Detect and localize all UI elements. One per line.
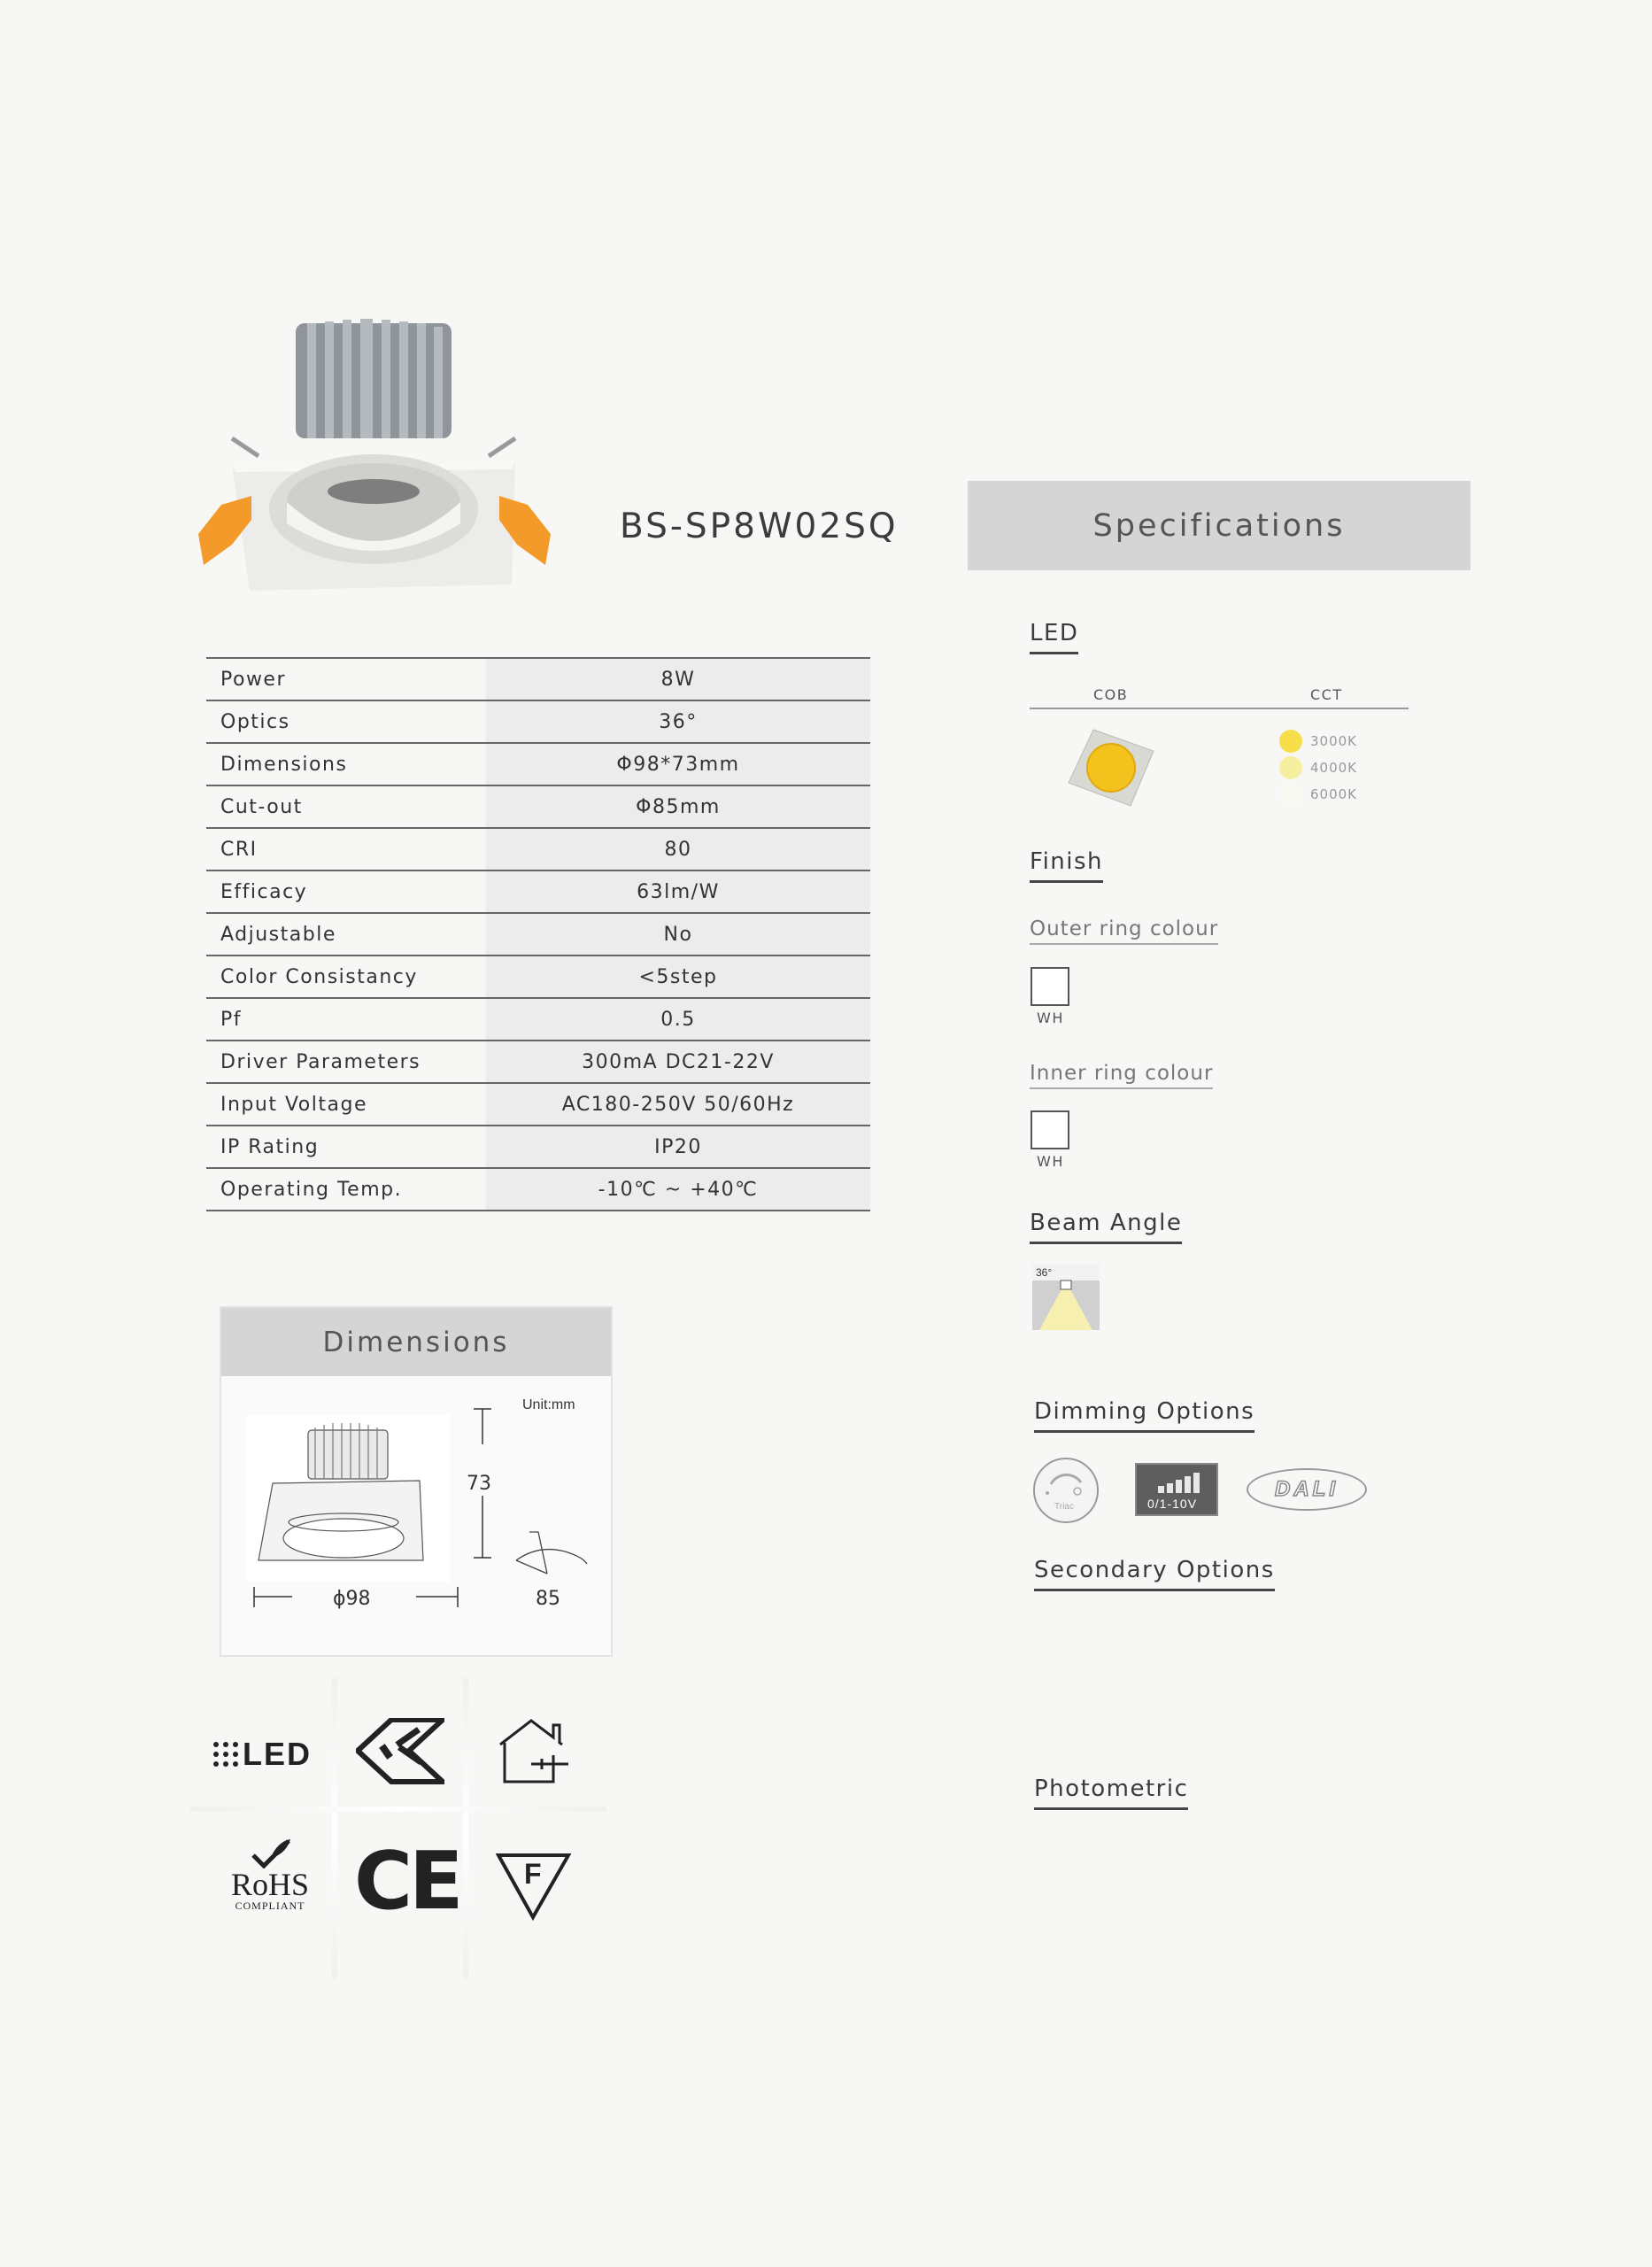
- triac-label: Triac: [1054, 1502, 1074, 1512]
- grid-divider: [332, 1678, 337, 1979]
- inner-ring-swatch[interactable]: [1031, 1110, 1069, 1149]
- triac-option[interactable]: [1033, 1458, 1099, 1523]
- finish-title: Finish: [1030, 848, 1103, 883]
- spec-value: No: [486, 913, 870, 956]
- spec-value: Φ85mm: [486, 785, 870, 828]
- spec-row: [206, 1083, 870, 1126]
- spec-label: Input Voltage: [206, 1083, 486, 1126]
- cct-option-label: 6000K: [1310, 786, 1358, 802]
- spec-value: -10℃ ~ +40℃: [486, 1168, 870, 1211]
- dimensions-drawing: [246, 1414, 450, 1582]
- f-mark-text: F: [524, 1858, 542, 1890]
- cutout-icon: [512, 1525, 591, 1578]
- rohs-cert: [226, 1838, 314, 1913]
- spec-value: AC180-250V 50/60Hz: [486, 1083, 870, 1126]
- spec-value: 80: [486, 828, 870, 870]
- signal-bars-icon: [1137, 1465, 1216, 1497]
- cct-label: CCT: [1310, 686, 1343, 703]
- spec-row: [206, 956, 870, 998]
- outer-ring-swatch[interactable]: [1031, 967, 1069, 1006]
- cutout-value: 85: [536, 1588, 560, 1610]
- grid-divider: [190, 1807, 606, 1812]
- spec-value: 63lm/W: [486, 870, 870, 913]
- height-value: 73: [467, 1473, 491, 1495]
- led-divider: [1030, 708, 1409, 709]
- led-title: LED: [1030, 620, 1078, 654]
- triac-dial-icon: [1035, 1459, 1097, 1521]
- spec-row: [206, 1168, 870, 1211]
- spec-row: [206, 913, 870, 956]
- spec-label: Optics: [206, 700, 486, 743]
- cct-dot[interactable]: [1279, 730, 1302, 753]
- spec-label: Operating Temp.: [206, 1168, 486, 1211]
- inner-ring-code: WH: [1037, 1153, 1064, 1170]
- spec-value: 36°: [486, 700, 870, 743]
- diameter-value: ϕ98: [333, 1588, 371, 1610]
- spec-row: [206, 785, 870, 828]
- spec-row: [206, 1041, 870, 1083]
- dali-option[interactable]: [1247, 1468, 1367, 1511]
- outer-ring-code: WH: [1037, 1010, 1064, 1026]
- rohs-text: RoHS: [230, 1867, 310, 1902]
- spec-row: [206, 1126, 870, 1168]
- rohs-sub: COMPLIANT: [235, 1899, 305, 1912]
- cct-option-label: 4000K: [1310, 760, 1358, 776]
- led-cert-text: LED: [243, 1736, 312, 1772]
- cct-dot[interactable]: [1279, 783, 1302, 806]
- dimensions-header: Dimensions: [221, 1308, 611, 1376]
- indoor-use-icon: [496, 1718, 575, 1784]
- spec-value: Φ98*73mm: [486, 743, 870, 785]
- cob-chip-icon: [1067, 728, 1155, 808]
- spec-label: Dimensions: [206, 743, 486, 785]
- specifications-header: Specifications: [968, 481, 1471, 570]
- spec-value: 0.5: [486, 998, 870, 1041]
- spec-table: [206, 657, 870, 1211]
- photometric-title: Photometric: [1034, 1776, 1188, 1810]
- ce-mark: CE: [354, 1835, 460, 1928]
- leaf-check-icon: [248, 1838, 292, 1869]
- dimensions-unit: Unit:mm: [522, 1397, 575, 1412]
- spec-value: <5step: [486, 956, 870, 998]
- dimensions-box: [220, 1306, 613, 1657]
- outer-ring-label: Outer ring colour: [1030, 917, 1218, 945]
- spec-label: Color Consistancy: [206, 956, 486, 998]
- model-title: BS-SP8W02SQ: [620, 507, 899, 546]
- led-dots-icon: [212, 1741, 239, 1768]
- analog-label: 0/1-10V: [1147, 1497, 1198, 1511]
- secondary-options-title: Secondary Options: [1034, 1557, 1275, 1591]
- spec-label: CRI: [206, 828, 486, 870]
- spec-row: [206, 658, 870, 700]
- spec-label: Power: [206, 658, 486, 700]
- spec-value: 8W: [486, 658, 870, 700]
- spec-row: [206, 870, 870, 913]
- spec-value: 300mA DC21-22V: [486, 1041, 870, 1083]
- spec-label: IP Rating: [206, 1126, 486, 1168]
- analog-option[interactable]: [1135, 1463, 1218, 1516]
- spec-row: [206, 998, 870, 1041]
- dimming-title: Dimming Options: [1034, 1398, 1254, 1433]
- spec-row: [206, 743, 870, 785]
- spec-label: Efficacy: [206, 870, 486, 913]
- spec-label: Driver Parameters: [206, 1041, 486, 1083]
- cob-label: COB: [1093, 686, 1129, 703]
- spec-label: Pf: [206, 998, 486, 1041]
- cct-dot[interactable]: [1279, 756, 1302, 779]
- spec-label: Adjustable: [206, 913, 486, 956]
- spec-row: [206, 828, 870, 870]
- beam-angle-title: Beam Angle: [1030, 1210, 1182, 1244]
- product-image: [197, 314, 552, 598]
- spec-row: [206, 700, 870, 743]
- cct-option-label: 3000K: [1310, 733, 1358, 749]
- dali-label: DALI: [1275, 1477, 1339, 1501]
- spec-value: IP20: [486, 1126, 870, 1168]
- beam-angle-icon[interactable]: [1032, 1265, 1100, 1330]
- grid-divider: [463, 1678, 468, 1979]
- spec-label: Cut-out: [206, 785, 486, 828]
- inner-ring-label: Inner ring colour: [1030, 1062, 1213, 1089]
- beam-angle-value: 36°: [1036, 1266, 1053, 1279]
- led-cert: [212, 1736, 312, 1773]
- enec-icon: [356, 1718, 444, 1784]
